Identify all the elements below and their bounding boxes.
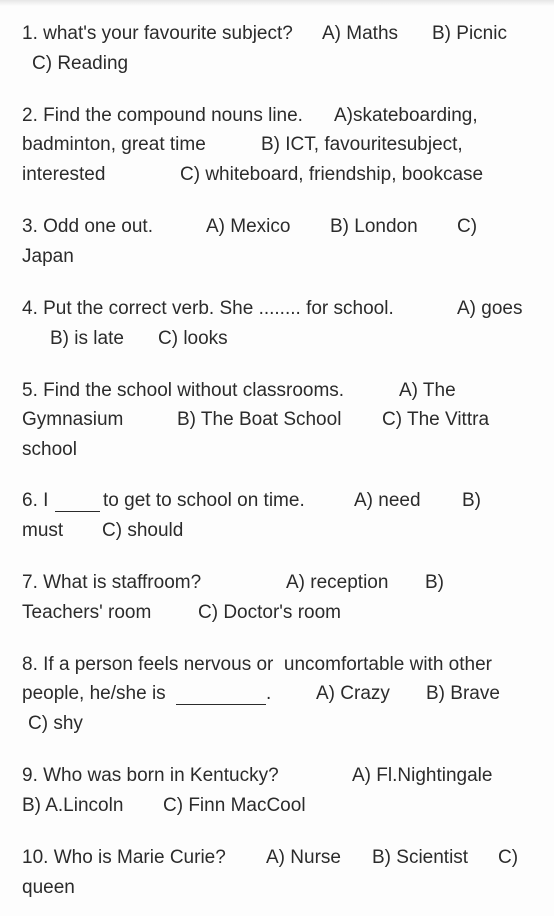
question-5-option-a: A) The (399, 380, 456, 401)
question-8-period: . (266, 683, 272, 704)
question-4-option-b: B) is late (50, 328, 124, 349)
question-1-option-c: C) Reading (32, 53, 129, 74)
question-6-option-b: B) (462, 490, 481, 511)
question-7-option-c: C) Doctor's room (198, 602, 341, 623)
question-2-text: 2. Find the compound nouns line. (22, 105, 303, 126)
question-2-option-a: A)skateboarding, (334, 105, 478, 126)
question-9-option-a: A) Fl.Nightingale (352, 765, 493, 786)
question-8-option-c: C) shy (28, 713, 83, 734)
question-3-option-b: B) London (330, 216, 418, 237)
question-10-option-c: C) (498, 847, 519, 868)
question-10-option-b: B) Scientist (372, 847, 469, 868)
question-4-text: 4. Put the correct verb. She ........ for school. (22, 298, 394, 319)
question-8-text: 8. If a person feels nervous or uncomfortable with other (22, 654, 492, 675)
question-9-option-b: B) A.Lincoln (22, 795, 124, 816)
question-6-option-b-cont: must (22, 520, 64, 541)
question-3-option-a: A) Mexico (206, 216, 291, 237)
question-8-option-a: A) Crazy (316, 683, 390, 704)
question-2-option-c: C) whiteboard, friendship, bookcase (180, 164, 484, 185)
question-4-option-a: A) goes (457, 298, 523, 319)
question-2-option-b-cont: interested (22, 164, 106, 185)
question-5-option-a-cont: Gymnasium (22, 409, 124, 430)
question-2-option-b: B) ICT, favouritesubject, (261, 134, 463, 155)
question-7-option-b-cont: Teachers' room (22, 602, 152, 623)
question-5-text: 5. Find the school without classrooms. (22, 380, 345, 401)
question-3-option-c-cont: Japan (22, 246, 74, 267)
question-3-text: 3. Odd one out. (22, 216, 153, 237)
question-9-text: 9. Who was born in Kentucky? (22, 765, 279, 786)
page-top-edge (0, 0, 554, 6)
question-10-text: 10. Who is Marie Curie? (22, 847, 226, 868)
question-7-text: 7. What is staffroom? (22, 572, 202, 593)
question-9-option-c: C) Finn MacCool (163, 795, 306, 816)
question-5-option-c: C) The Vittra (382, 409, 490, 430)
question-6-blank (55, 494, 100, 512)
question-6-option-c: C) should (102, 520, 184, 541)
question-1-option-a: A) Maths (322, 23, 399, 44)
question-1-option-b: B) Picnic (432, 23, 507, 44)
question-8-blank (176, 687, 266, 705)
question-6-option-a: A) need (354, 490, 421, 511)
question-10-option-c-cont: queen (22, 877, 75, 898)
question-7-option-a: A) reception (286, 572, 389, 593)
question-6-text-end: to get to school on time. (103, 490, 305, 511)
question-8-text-cont: people, he/she is (22, 683, 166, 704)
question-6-text-start: 6. I (22, 490, 49, 511)
question-10-option-a: A) Nurse (266, 847, 341, 868)
question-3-option-c: C) (457, 216, 478, 237)
question-4-option-c: C) looks (158, 328, 228, 349)
question-5-option-b: B) The Boat School (177, 409, 342, 430)
question-2-option-a-cont: badminton, great time (22, 134, 206, 155)
question-8-option-b: B) Brave (426, 683, 500, 704)
question-1-text: 1. what's your favourite subject? (22, 23, 293, 44)
question-5-option-c-cont: school (22, 439, 77, 460)
question-7-option-b: B) (425, 572, 444, 593)
